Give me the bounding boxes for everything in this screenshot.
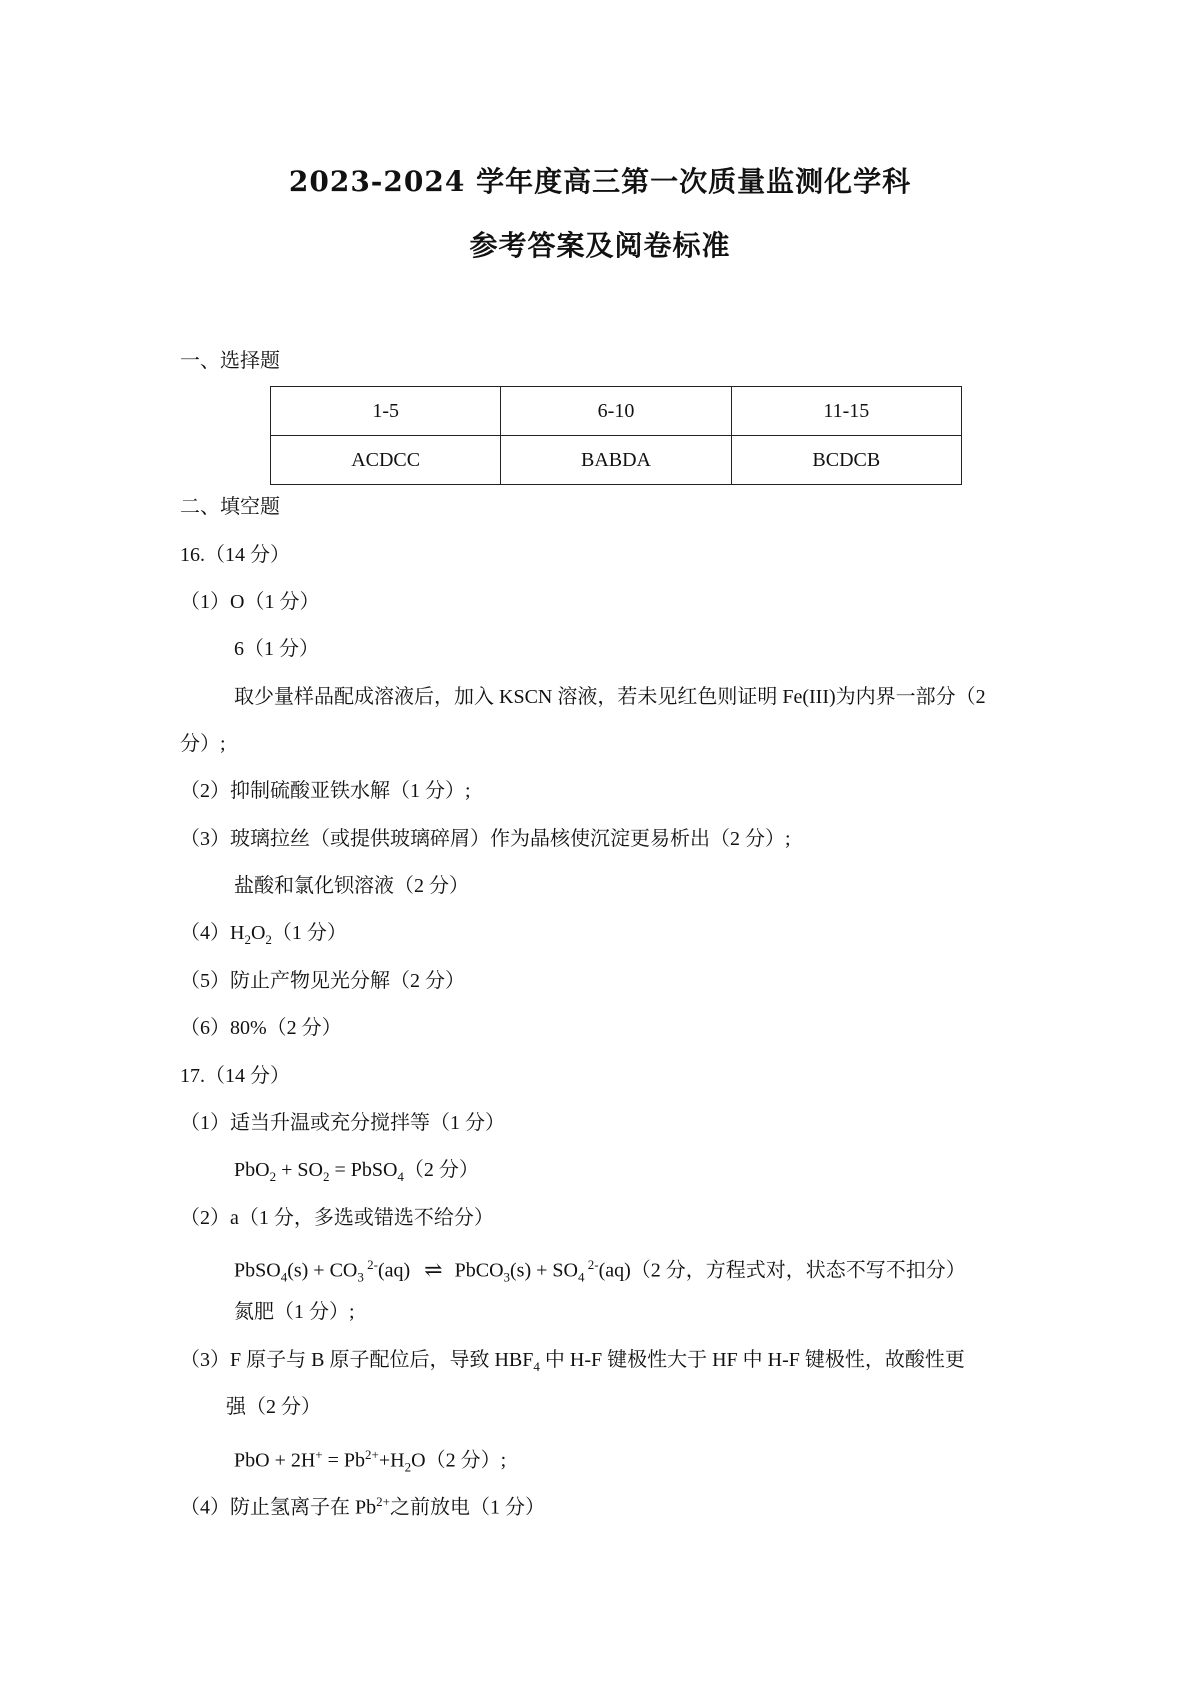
q17-part2-equation: PbSO$_4$(s) + $CO_3$ $^{2-}$(aq) ⇌ PbCO$_3$(s) + $SO_4$ $^{2-}$(aq)（2 分，方程式对，状态不写不扣分） <box>234 1256 966 1285</box>
q17-part3-a: （3）F 原子与 B 原子配位后，导致 $HBF_4$ 中 H-F 键极性大于 HF 中 H-F 键极性，故酸性更 <box>180 1349 965 1374</box>
table-answer-cell: BABDA <box>501 436 731 485</box>
q16-part4: $(4)H_2O_2(1$ 分） <box>180 922 347 947</box>
table-header-cell: 6-10 <box>501 387 731 436</box>
table-answer-cell: ACDCC <box>271 436 501 485</box>
q17-part4: （4）防止氢离子在 $Pb^{2+}$之前放电（1 分） <box>180 1494 545 1519</box>
q16-part3-a: （3）玻璃拉丝（或提供玻璃碎屑）作为晶核使沉淀更易析出（2 分）; <box>180 828 791 850</box>
equilibrium-arrow-icon: ⇌ <box>424 1256 441 1282</box>
q17-part3-b: 强（2 分） <box>226 1396 321 1418</box>
q16-part1-c-line1: 取少量样品配成溶液后，加入 KSCN 溶液，若未见红色则证明 Fe(III)为内界一部分（2 <box>234 686 986 708</box>
table-row <box>271 387 962 436</box>
q16-part6: （6）80%（2 分） <box>180 1017 342 1039</box>
q17-part3-equation: PbO + $2H^+ = Pb^{2+}+H_2O(2$ 分）; <box>234 1447 507 1475</box>
q16-part3-b: 盐酸和氯化钡溶液（2 分） <box>234 875 469 897</box>
table-header-cell: 1-5 <box>271 387 501 436</box>
q17-part1-equation: $PbO_2 + SO_2$ = PbSO$_4$（2 分） <box>234 1159 479 1184</box>
section-heading-choice: 一、选择题 <box>180 350 280 372</box>
section-heading-fill: 二、填空题 <box>180 496 280 518</box>
q16-part5: （5）防止产物见光分解（2 分） <box>180 970 465 992</box>
answer-table <box>270 386 962 485</box>
q16-part1-c-line2: 分）; <box>180 733 226 755</box>
table-answer-cell: BCDCB <box>731 436 961 485</box>
q16-part2: （2）抑制硫酸亚铁水解（1 分）; <box>180 780 471 802</box>
q16-header: 16.（14 分） <box>180 544 290 566</box>
q17-part2-c: 氮肥（1 分）; <box>234 1301 355 1323</box>
q17-header: 17.（14 分） <box>180 1065 290 1087</box>
q16-part1-a: （1）O（1 分） <box>180 591 320 613</box>
table-row <box>271 436 962 485</box>
q17-part2-a: （2）a（1 分，多选或错选不给分） <box>180 1207 494 1229</box>
table-header-cell: 11-15 <box>731 387 961 436</box>
document-title: 2023-2024 学年度高三第一次质量监测化学科 <box>288 165 912 198</box>
document-subtitle: 参考答案及阅卷标准 <box>469 229 731 262</box>
q16-part1-b: 6（1 分） <box>234 638 319 660</box>
q17-part1-a: （1）适当升温或充分搅拌等（1 分） <box>180 1112 505 1134</box>
